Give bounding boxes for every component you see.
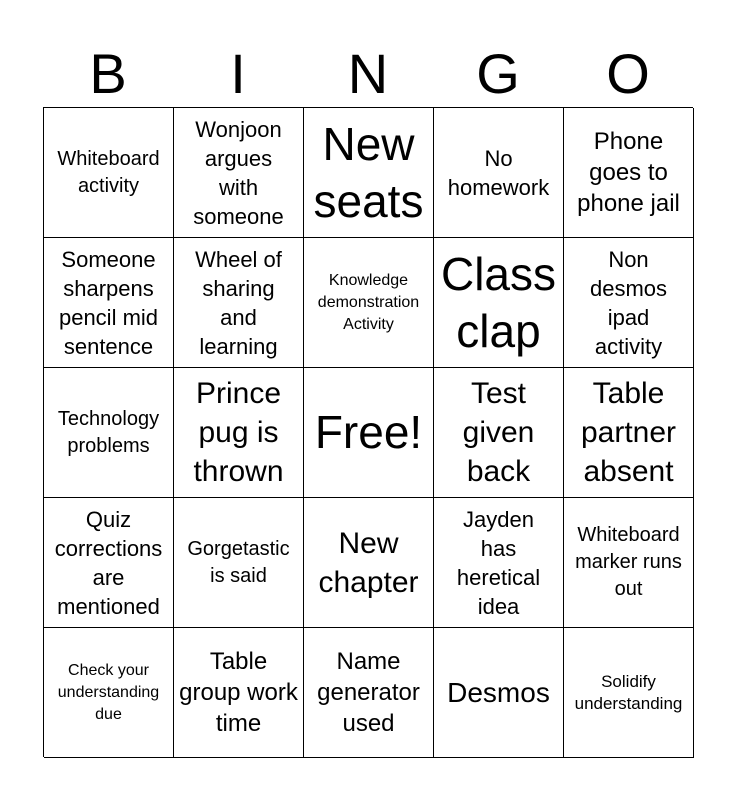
cell-label: Check your understanding due — [57, 661, 160, 723]
cell-label: Prince pug is thrown — [193, 377, 284, 488]
bingo-cell[interactable] — [304, 108, 434, 238]
bingo-cell[interactable] — [44, 368, 174, 498]
bingo-cell[interactable] — [564, 108, 694, 238]
bingo-board — [43, 107, 693, 757]
bingo-cell[interactable] — [564, 628, 694, 758]
bingo-cell[interactable] — [434, 628, 564, 758]
bingo-cell[interactable] — [434, 238, 564, 368]
cell-label: Table group work time — [179, 648, 298, 737]
bingo-cell[interactable] — [434, 498, 564, 628]
cell-label: Someone sharpens pencil mid sentence — [58, 246, 159, 359]
header-letter-b: B — [89, 42, 127, 105]
cell-label: Knowledge demonstration Activity — [317, 271, 420, 333]
cell-label: Technology problems — [57, 407, 160, 457]
cell-label: Wheel of sharing and learning — [195, 246, 282, 359]
header-letter-i: I — [230, 42, 246, 105]
cell-label: New chapter — [318, 526, 419, 599]
cell-label: New seats — [313, 117, 424, 227]
bingo-cell[interactable] — [44, 628, 174, 758]
bingo-cell[interactable] — [174, 108, 304, 238]
bingo-cell[interactable] — [174, 368, 304, 498]
free-space-label: Free! — [314, 406, 423, 458]
cell-label: Test given back — [462, 377, 535, 488]
header-letter-n: N — [347, 42, 389, 105]
cell-label: Gorgetastic is said — [187, 537, 290, 587]
cell-label: No homework — [447, 145, 550, 200]
cell-label: Non desmos ipad activity — [589, 246, 668, 359]
bingo-cell[interactable] — [304, 238, 434, 368]
bingo-cell[interactable] — [174, 238, 304, 368]
bingo-cell[interactable] — [564, 238, 694, 368]
bingo-cell[interactable] — [174, 628, 304, 758]
cell-label: Wonjoon argues with someone — [193, 116, 284, 229]
bingo-cell[interactable] — [174, 498, 304, 628]
bingo-cell[interactable] — [434, 108, 564, 238]
cell-label: Solidify understanding — [574, 671, 683, 713]
bingo-cell[interactable] — [304, 628, 434, 758]
bingo-cell[interactable] — [434, 368, 564, 498]
bingo-cell[interactable] — [304, 498, 434, 628]
bingo-cell[interactable] — [44, 108, 174, 238]
bingo-cell[interactable] — [564, 498, 694, 628]
cell-label: Whiteboard activity — [57, 147, 160, 197]
bingo-header — [43, 40, 693, 108]
cell-label: Name generator used — [317, 648, 420, 737]
bingo-cell[interactable] — [44, 498, 174, 628]
cell-label: Quiz corrections are mentioned — [54, 506, 163, 619]
cell-label: Phone goes to phone jail — [577, 128, 680, 217]
header-letter-o: O — [606, 42, 650, 105]
cell-label: Jayden has heretical idea — [456, 506, 541, 619]
cell-label: Table partner absent — [580, 377, 677, 488]
cell-label: Desmos — [447, 677, 550, 708]
header-letter-g: G — [476, 42, 520, 105]
bingo-cell free-space[interactable] — [304, 368, 434, 498]
cell-label: Class clap — [440, 247, 557, 357]
bingo-cell[interactable] — [44, 238, 174, 368]
cell-label: Whiteboard marker runs out — [575, 524, 682, 600]
bingo-cell[interactable] — [564, 368, 694, 498]
